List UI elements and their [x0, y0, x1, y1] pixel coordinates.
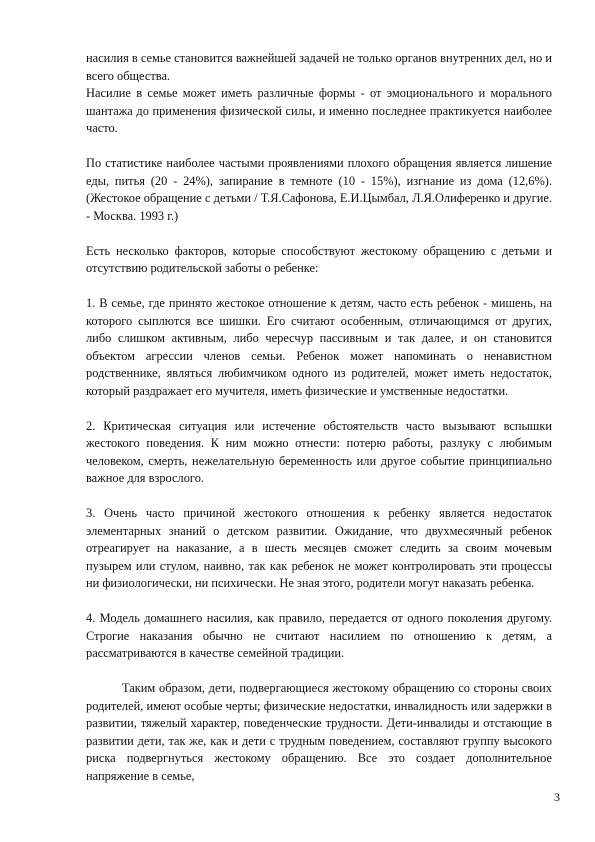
paragraph-gap — [86, 488, 552, 506]
paragraph-factor-3: 3. Очень часто причиной жестокого отношения к ребенку является недостаток элементарных знаний о детском развитии. Ожидание, что двухмесячный ребенок отреагирует на наказание, а в шесть месяцев сможет следить за своим мочевым пузырем или стулом, наивно, так как ребенок не может контролировать эти процессы ни физиологически, ни психически. Не зная этого, родители могут наказать ребенка. — [86, 506, 552, 590]
paragraph-factor-4: 4. Модель домашнего насилия, как правило, передается от одного поколения другому. Строгие наказания обычно не считают насилием по отношению к детям, а рассматриваются в качестве семейной традиции. — [86, 611, 552, 660]
paragraph-statistics: По статистике наиболее частыми проявлениями плохого обращения является лишение еды, питья (20 - 24%), запирание в темноте (10 - 15%), изгнание из дома (12,6%). (Жестокое обращение с детьми / Т.Я.Сафонова, Е.И.Цымбал, Л.Я.Олиференко и другие. - Москва. 1993 г.) — [86, 156, 552, 223]
paragraph-violence-forms: Насилие в семье может иметь различные формы - от эмоционального и морального шантажа до применения физической силы, и именно последнее практикуется наиболее часто. — [86, 86, 552, 135]
paragraph-gap — [86, 400, 552, 418]
paragraph-continuation: насилия в семье становится важнейшей задачей не только органов внутренних дел, но и всего общества. — [86, 51, 552, 83]
paragraph-factor-1: 1. В семье, где принято жестокое отношение к детям, часто есть ребенок - мишень, на которого сыплются все шишки. Его считают особенным, отличающимся от других, либо слишком активным, либо чересчур пассивным и так далее, и он становится объектом агрессии членов семьи. Ребенок может напоминать о ненавистном родственнике, являться любимчиком одного из родителей, может иметь недостаток, который раздражает его мучителя, иметь физические и умственные недостатки. — [86, 296, 552, 398]
page-number: 3 — [554, 790, 560, 804]
paragraph-conclusion: Таким образом, дети, подвергающиеся жестокому обращению со стороны своих родителей, имеют особые черты; физические недостатки, инвалидность или задержки в развитии, тяжелый характер, поведенческие трудности. Дети-инвалиды и отстающие в развитии дети, так же, как и дети с трудным поведением, составляют группу высокого риска подвергнуться жестокому обращению. Все это создает дополнительное напряжение в семье, — [86, 681, 552, 783]
paragraph-factors-intro: Есть несколько факторов, которые способствуют жестокому обращению с детьми и отсутствию родительской заботы о ребенке: — [86, 243, 552, 275]
paragraph-gap — [86, 663, 552, 681]
body-text — [86, 50, 552, 785]
paragraph-factor-2: 2. Критическая ситуация или истечение обстоятельств часто вызывают вспышки жестокого поведения. К ним можно отнести: потерю работы, разлуку с любимым человеком, смерть, нежелательную беременность или другое событие принципиально важное для взрослого. — [86, 418, 552, 485]
paragraph-gap — [86, 278, 552, 296]
paragraph-gap — [86, 225, 552, 243]
paragraph-gap — [86, 138, 552, 156]
paragraph-gap — [86, 593, 552, 611]
